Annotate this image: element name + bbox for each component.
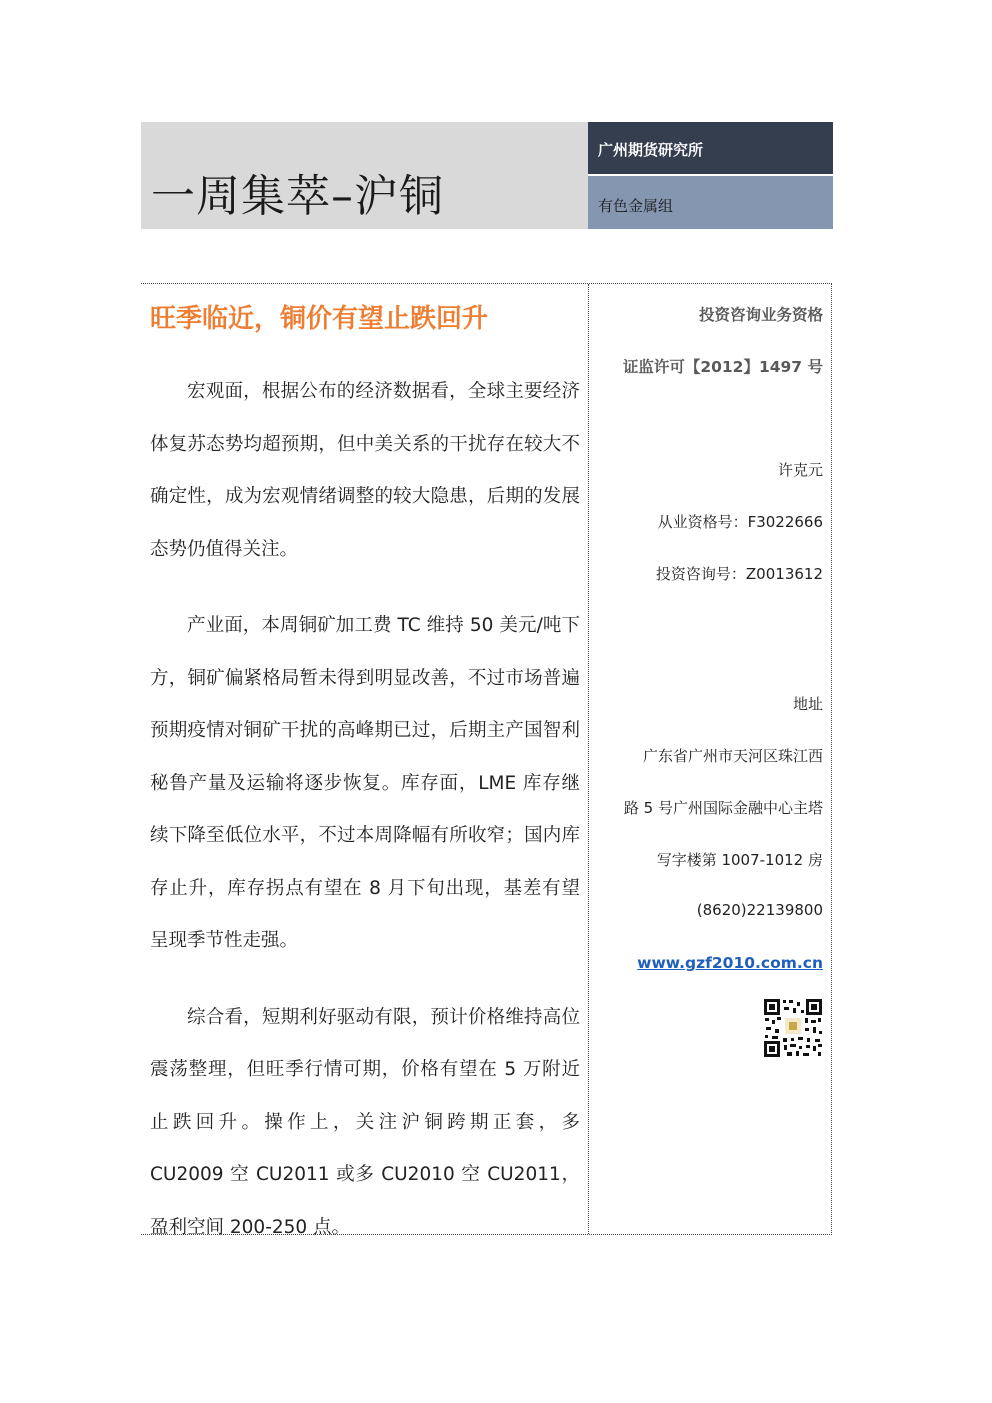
qualification-title: 投资咨询业务资格 (698, 306, 823, 324)
report-header (141, 122, 833, 229)
org-box (588, 122, 833, 174)
address-line-1: 广东省广州市天河区珠江西 (642, 747, 823, 765)
address-line-3: 写字楼第 1007-1012 房 (656, 851, 823, 869)
group-box (588, 176, 833, 229)
group-name: 有色金属组 (598, 197, 674, 215)
consult-id: 投资咨询号：Z0013612 (655, 565, 823, 583)
title-box (141, 122, 588, 229)
website-link[interactable]: www.gzf2010.com.cn (637, 954, 823, 972)
paragraph-summary: 综合看，短期利好驱动有限，预计价格维持高位震荡整理，但旺季行情可期，价格有望在 5 万附近止跌回升。操作上，关注沪铜跨期正套，多 CU2009 空 CU2011 或多 CU2010 空 CU2011，盈利空间 200-250 点。 (150, 1006, 580, 1238)
address-label: 地址 (792, 695, 823, 713)
report-title: 一周集萃–沪铜 (151, 171, 444, 222)
content-frame (141, 283, 832, 1238)
qr-code-icon (763, 998, 823, 1058)
analyst-name: 许克元 (777, 461, 823, 479)
paragraph-industry: 产业面，本周铜矿加工费 TC 维持 50 美元/吨下方，铜矿偏紧格局暂未得到明显改善，不过市场普遍预期疫情对铜矿干扰的高峰期已过，后期主产国智利秘鲁产量及运输将逐步恢复。库存面，LME 库存继续下降至低位水平，不过本周降幅有所收窄；国内库存止升，库存拐点有望在 8 月下旬出现，基差有望呈现季节性走强。 (150, 615, 580, 951)
practice-id: 从业资格号：F3022666 (657, 513, 823, 531)
address-line-2: 路 5 号广州国际金融中心主塔 (623, 799, 823, 817)
phone-number: (8620)22139800 (696, 901, 823, 919)
article-headline: 旺季临近，铜价有望止跌回升 (150, 304, 489, 334)
org-name: 广州期货研究所 (598, 141, 704, 159)
paragraph-macro: 宏观面，根据公布的经济数据看，全球主要经济体复苏态势均超预期，但中美关系的干扰存在较大不确定性，成为宏观情绪调整的较大隐患，后期的发展态势仍值得关注。 (150, 381, 580, 560)
sidebar (589, 284, 823, 1234)
article-body (150, 366, 580, 1278)
license-number: 证监许可【2012】1497 号 (622, 358, 823, 376)
